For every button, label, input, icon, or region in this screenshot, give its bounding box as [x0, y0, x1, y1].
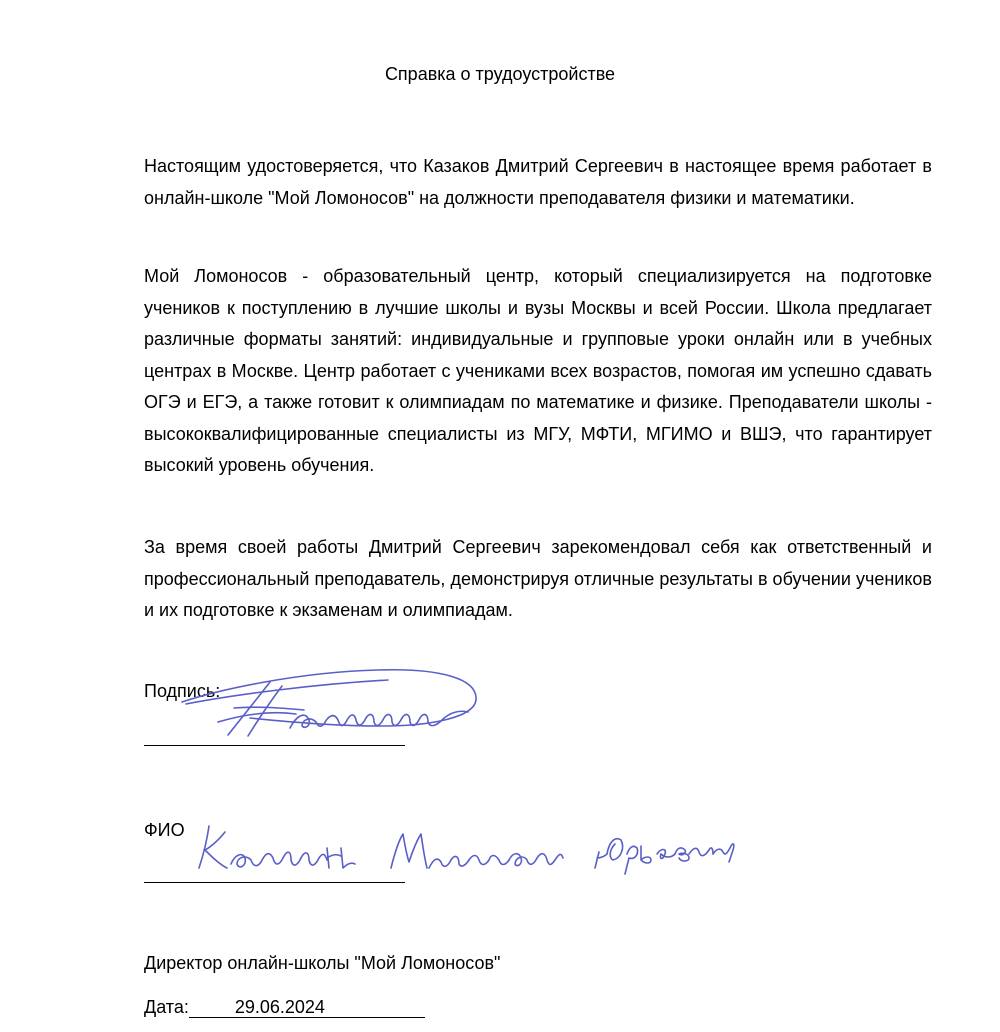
paragraph-performance-review: За время своей работы Дмитрий Сергеевич зарекомендовал себя как ответственный и профессиональный преподаватель, демонстрируя отличные результаты в обучении учеников и их подготовке к экзаменам и олимпиадам.	[144, 537, 932, 620]
signature-line	[144, 745, 405, 746]
fio-label: ФИО	[144, 820, 185, 840]
signature-label: Подпись:	[144, 681, 221, 701]
handwritten-signature	[178, 650, 483, 745]
document-title: Справка о трудоустройстве	[384, 64, 616, 84]
date-label: Дата:	[144, 997, 189, 1017]
fio-line	[144, 882, 405, 883]
paragraph-employment-statement: Настоящим удостоверяется, что Казаков Дмитрий Сергеевич в настоящее время работает в онлайн-школе "Мой Ломоносов" на должности преподавателя физики и математики.	[144, 156, 932, 208]
date-field	[189, 997, 425, 1018]
handwritten-full-name	[195, 818, 760, 880]
paragraph-school-description: Мой Ломоносов - образовательный центр, который специализируется на подготовке учеников к поступлению в лучшие школы и вузы Москвы и всей России. Школа предлагает различные форматы занятий: индивидуальные и групповые уроки онлайн или в учебных центрах в Москве. Центр работает с учениками всех возрастов, помогая им успешно сдавать ОГЭ и ЕГЭ, а также готовит к олимпиадам по математике и физике. Преподаватели школы - высококвалифицированные специалисты из МГУ, МФТИ, МГИМО и ВШЭ, что гарантирует высокий уровень обучения.	[144, 266, 932, 475]
date-row	[144, 996, 425, 1018]
director-title: Директор онлайн-школы "Мой Ломоносов"	[144, 953, 501, 973]
date-value: 29.06.2024	[234, 997, 325, 1017]
